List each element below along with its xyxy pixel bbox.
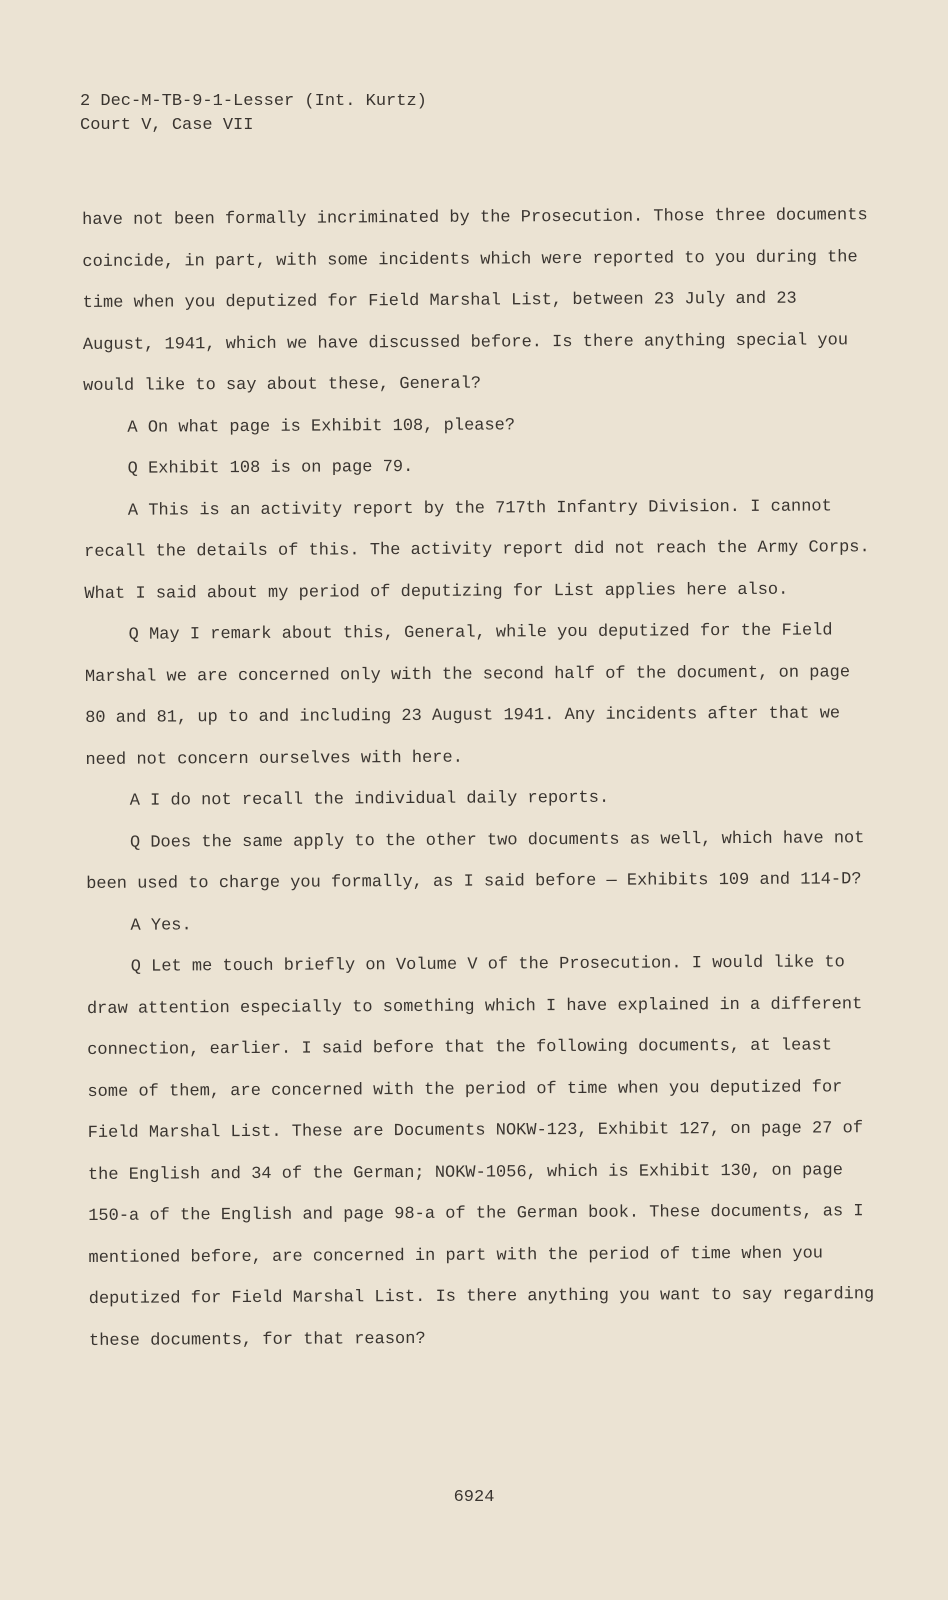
page-number: 6924 bbox=[453, 1488, 495, 1507]
answer-paragraph: A Yes. bbox=[130, 915, 192, 936]
answer-paragraph: A This is an activity report by the 717th Infantry Division. I cannot recall the details of this. The activity report did not reach the Army Corps. What I said about my period of deputizing for List applies here also. bbox=[84, 496, 870, 604]
court-case-line: Court V, Case VII bbox=[80, 116, 254, 135]
question-paragraph: Q May I remark about this, General, while you deputized for the Field Marshal we are concerned only with the second half of the document, on page 80 and 81, up to and including 23 August 1941. Any incidents after that we need not concern ourselves with here. bbox=[84, 621, 851, 770]
question-paragraph: Q Let me touch briefly on Volume V of the Prosecution. I would like to draw attention especially to something which I have explained in a different connection, earlier. I said before that the following documents, at least some of them, are concerned with the period of time when you deputized for Field Marshal List. These are Documents NOKW-123, Exhibit 127, on page 27 of the English and 34 of the German; NOKW-1056, which is Exhibit 130, on page 150-a of the English and page 98-a of the German book. These documents, as I mentioned before, are concerned in part with the period of time when you deputized for Field Marshal List. Is there anything you want to say regarding these documents, for that reason? bbox=[86, 953, 875, 1351]
transcript-body bbox=[82, 195, 879, 1362]
question-paragraph: Q Exhibit 108 is on page 79. bbox=[127, 457, 414, 479]
continuation-paragraph: have not been formally incriminated by the Prosecution. Those three documents coincide, in part, with some incidents which were reported to you during the time when you deputized for Field Marshal List, between 23 July and 23 August, 1941, which we have discussed before. Is there anything special you would like to say about these, General? bbox=[82, 206, 868, 396]
question-paragraph: Q Does the same apply to the other two documents as well, which have not been used to charge you formally, as I said before — Exhibits 109 and 114-D? bbox=[86, 828, 865, 894]
answer-paragraph: A I do not recall the individual daily reports. bbox=[129, 788, 610, 811]
answer-paragraph: A On what page is Exhibit 108, please? bbox=[127, 415, 516, 438]
document-header bbox=[80, 90, 427, 138]
document-reference: 2 Dec-M-TB-9-1-Lesser (Int. Kurtz) bbox=[80, 92, 427, 111]
